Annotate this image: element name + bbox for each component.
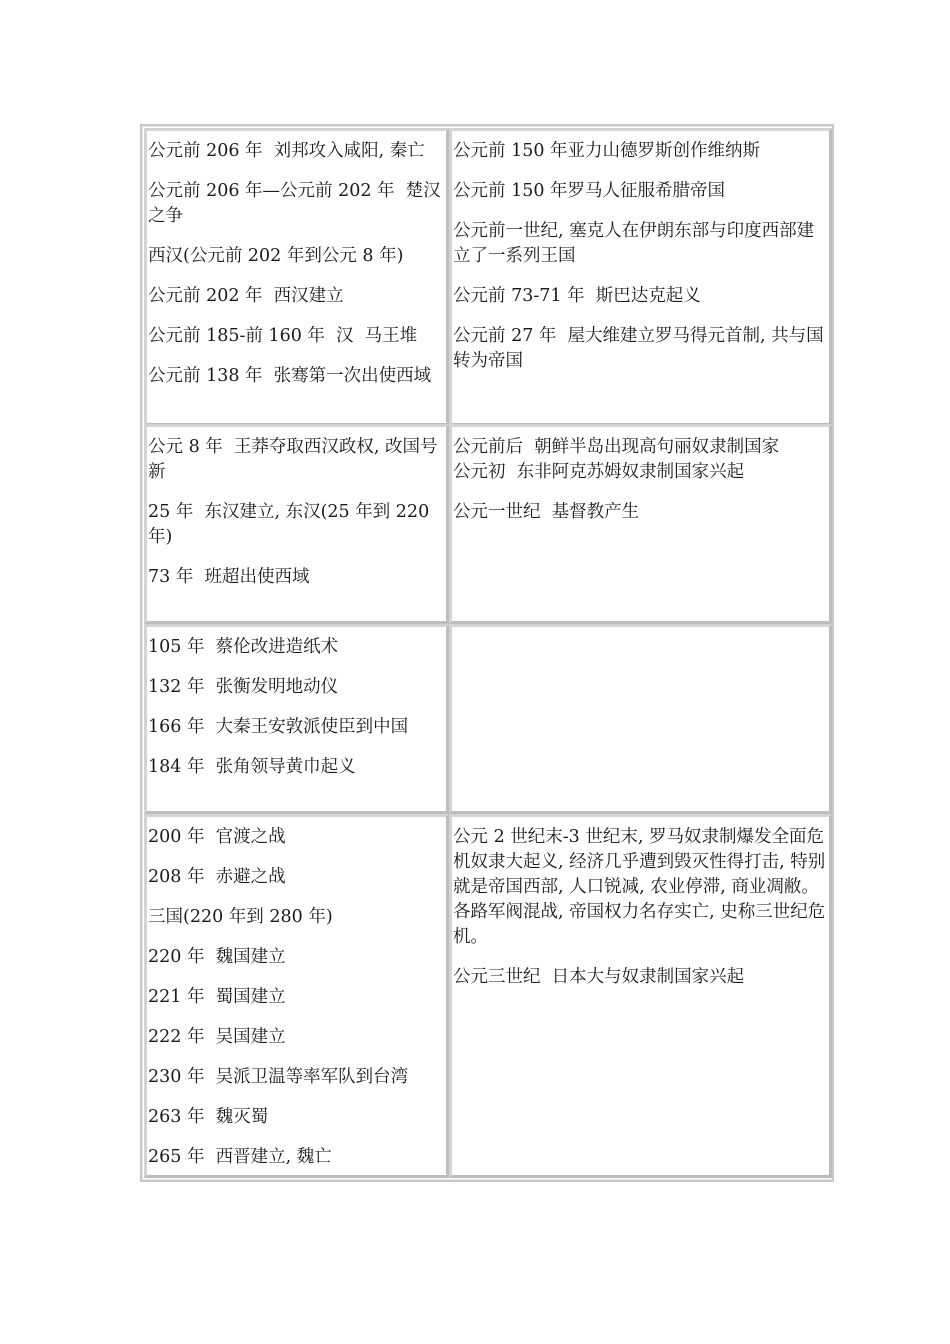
table-cell-right <box>449 814 832 1178</box>
cell-line: 166 年 大秦王安敦派使臣到中国 <box>148 717 409 737</box>
cell-line: 西汉(公元前 202 年到公元 8 年) <box>148 246 404 266</box>
cell-line: 公元初 东非阿克苏姆奴隶制国家兴起 <box>453 462 745 482</box>
cell-line: 公元前后 朝鲜半岛出现高句丽奴隶制国家 <box>453 437 780 457</box>
cell-line: 230 年 吴派卫温等率军队到台湾 <box>148 1067 409 1087</box>
table-row <box>144 424 830 624</box>
table-cell-left <box>144 424 449 624</box>
cell-line: 221 年 蜀国建立 <box>148 987 286 1007</box>
table-cell-left <box>144 128 449 426</box>
cell-line: 公元前 138 年 张骞第一次出使西域 <box>148 366 432 386</box>
cell-line: 220 年 魏国建立 <box>148 947 286 967</box>
cell-line: 公元三世纪 日本大与奴隶制国家兴起 <box>453 967 745 987</box>
cell-line: 265 年 西晋建立, 魏亡 <box>148 1147 332 1167</box>
cell-line: 公元前 27 年 屋大维建立罗马得元首制, 共与国转为帝国 <box>453 326 824 371</box>
cell-line: 公元 8 年 王莽夺取西汉政权, 改国号新 <box>148 437 438 482</box>
timeline-table <box>140 124 834 1182</box>
cell-line: 公元前 206 年 刘邦攻入咸阳, 秦亡 <box>148 141 425 161</box>
cell-line: 263 年 魏灭蜀 <box>148 1107 269 1127</box>
cell-line: 公元 2 世纪末-3 世纪末, 罗马奴隶制爆发全面危机奴隶大起义, 经济几乎遭到毁灭性得打击, 特别就是帝国西部, 人口锐减, 农业停滞, 商业凋敝。各路军阀混战, 帝国权力名存实亡, 史称三世纪危机。 <box>453 827 826 947</box>
cell-line: 222 年 吴国建立 <box>148 1027 286 1047</box>
table-row <box>144 814 830 1178</box>
cell-line: 公元一世纪 基督教产生 <box>453 502 640 522</box>
cell-line: 105 年 蔡伦改进造纸术 <box>148 637 339 657</box>
cell-line: 公元前 185-前 160 年 汉 马王堆 <box>148 326 418 346</box>
cell-line: 200 年 官渡之战 <box>148 827 286 847</box>
table-cell-right-empty <box>449 624 832 814</box>
cell-line: 25 年 东汉建立, 东汉(25 年到 220 年) <box>148 502 435 547</box>
cell-line: 73 年 班超出使西域 <box>148 567 310 587</box>
cell-line: 公元前 206 年—公元前 202 年 楚汉之争 <box>148 181 441 226</box>
cell-line: 132 年 张衡发明地动仪 <box>148 677 339 697</box>
cell-line: 公元前 73-71 年 斯巴达克起义 <box>453 286 701 306</box>
cell-line: 三国(220 年到 280 年) <box>148 907 333 927</box>
cell-line: 公元前 150 年亚力山德罗斯创作维纳斯 <box>453 141 761 161</box>
table-cell-left <box>144 814 449 1178</box>
cell-line: 184 年 张角领导黄巾起义 <box>148 757 356 777</box>
table-row <box>144 624 830 814</box>
cell-line: 公元前 202 年 西汉建立 <box>148 286 344 306</box>
cell-line: 208 年 赤避之战 <box>148 867 286 887</box>
table-cell-right <box>449 424 832 624</box>
table-cell-left <box>144 624 449 814</box>
cell-line: 公元前一世纪, 塞克人在伊朗东部与印度西部建立了一系列王国 <box>453 221 815 266</box>
table-cell-right <box>449 128 832 426</box>
table-row <box>144 128 830 426</box>
cell-line: 公元前 150 年罗马人征服希腊帝国 <box>453 181 726 201</box>
